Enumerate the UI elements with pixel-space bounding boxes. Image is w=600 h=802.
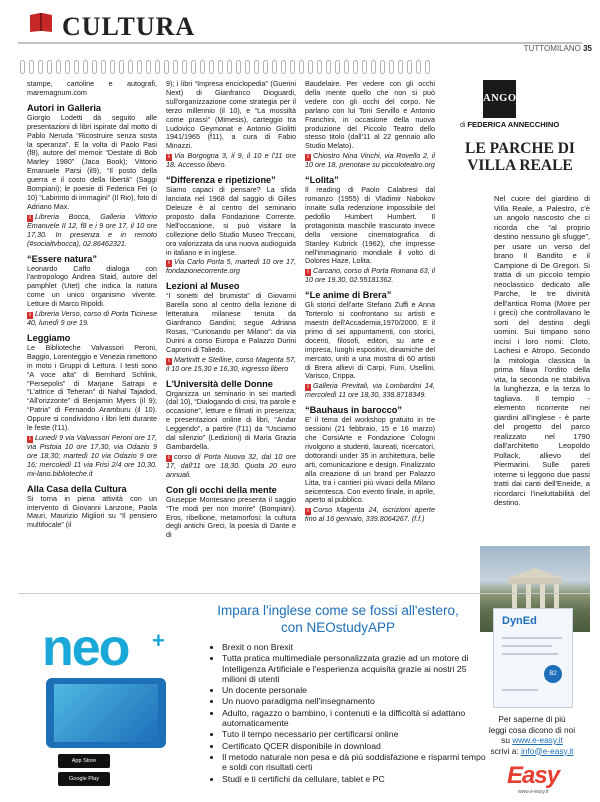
info-icon: i	[27, 436, 33, 443]
info-icon: i	[305, 269, 311, 276]
temple-roof	[508, 568, 562, 578]
col3-s2-title: “Bauhaus in barocco”	[305, 405, 402, 416]
notebook-ring	[137, 60, 142, 74]
notebook-ring	[110, 60, 115, 74]
more-info-prefix: su	[501, 735, 513, 745]
ad-bullet: • Tuto il tempo necessario per certificarsi online	[222, 729, 487, 739]
section-header	[18, 6, 582, 44]
col1-s3-title: Alla Casa della Cultura	[27, 483, 127, 494]
col3-s2-body: E' il tema del workshop gratuito in tre sessioni (21 febbraio, 15 e 16 marzo) che CorsiArte e Fondazione Cologni rivolgono a studenti, laureati, ricercatori, dottorandi under 35 in architettura, belle arti, comunicazione e design. Finalizzato alla creazione di un brand per Palazzo Litta, tra i cantieri più vivaci della Milano seicentesca. Con evento finale, in aprile, aperto al pubblico.	[305, 415, 435, 505]
notebook-ring	[155, 60, 160, 74]
col1-s2-body: Le Biblioteche Valvassori Peroni, Baggio, Lorenteggio e Venezia rimettono in moto i Gruppi di Lettura. I testi sono “A voce alta” di Bernhard Schlink, “Persepolis” di Marjane Satrapi e “L'attrice di Teheran” di Nahal Tajadod, “All'orizzonte” di Benjamin Myers (il 9); “Patria” di Fernando Aramburu (il 10). Oppure si condividono i libri letti durante le feste (l'11).	[27, 342, 157, 433]
neo-brand: neo	[42, 619, 129, 677]
notebook-ring	[344, 60, 349, 74]
notebook-ring	[182, 60, 187, 74]
publication-name: TUTTOMILANO	[523, 44, 584, 53]
col2-intro-info-line	[166, 152, 296, 170]
ad-bullet: • Un docente personale	[222, 685, 487, 695]
page-number: 35	[583, 44, 592, 53]
notebook-ring	[254, 60, 259, 74]
notebook-ring	[236, 60, 241, 74]
col1-s1-body: Leonardo Caffo dialoga con l'antropologo Andrea Staid, autore del pamphlet (Utet) che indica la natura come un unico organismo vivente. Letture di Marco Ripoldi.	[27, 263, 157, 309]
notebook-ring	[200, 60, 205, 74]
col1-s0-info: Libreria Bocca, Galleria Vittorio Emanuele II 12, f8 e i 9 ore 17, il 10 ore 17,30. In presenza e in remoto (#socialtvbocca), 02.86462321.	[27, 211, 157, 248]
notebook-ring	[74, 60, 79, 74]
col1-s0-info-line	[27, 213, 157, 249]
notebook-rings	[20, 60, 440, 74]
advertisement	[18, 593, 590, 798]
easy-url: www.e-easy.it	[518, 789, 549, 795]
phone-mockup	[46, 678, 166, 748]
col3-intro: Baudelaire. Per vedere con gli occhi della mente quello che non si può vedere con gli occhi del corpo. Ne parlano con lui Toni Servillo e Antonio Franchini, in occasione della nuova produzione del Piccolo Teatro dello stesso titolo (dall'11 al 22 gennaio allo Studio Melato).	[305, 79, 435, 151]
col2-s1-title: Lezioni al Museo	[166, 281, 240, 292]
col3-s2-info-line	[305, 506, 435, 524]
notebook-ring	[398, 60, 403, 74]
notebook-ring	[245, 60, 250, 74]
email-link[interactable]: info@e-easy.it	[520, 745, 574, 756]
ad-headline: Impara l'inglese come se fossi all'estero, con NEOstudyAPP	[217, 603, 459, 635]
col3-s1-info: Galleria Previtali, via Lombardini 14, mercoledì 11 ore 18,30, 338.8718349.	[305, 381, 435, 400]
ad-bullet: • Brexit o non Brexit	[222, 642, 487, 652]
ad-bullet: • Tutta pratica multimediale personalizzata grazie ad un motore di Intelligenza Artificiale e l'esperienza acquisita grazie ai nostri 25 milioni di utenti	[222, 653, 487, 684]
author-prefix: di	[460, 122, 466, 129]
notebook-ring	[218, 60, 223, 74]
more-info-line1: Per saperne di più	[498, 714, 566, 724]
notebook-ring	[65, 60, 70, 74]
col2-intro-info: Via Borgogna 3, il 9, il 10 e l'11 ore 18. Accesso libero.	[166, 151, 296, 170]
notebook-ring	[317, 60, 322, 74]
notebook-ring	[416, 60, 421, 74]
col2-s0-title: “Differenza e ripetizione”	[166, 175, 276, 186]
more-info-line2: leggi cosa dicono di noi	[488, 724, 576, 735]
notebook-ring	[20, 60, 25, 74]
notebook-ring	[380, 60, 385, 74]
info-icon: i	[305, 384, 311, 391]
col1-s1-info: Libreria Verso, corso di Porta Ticinese 40, lunedì 9 ore 19.	[27, 309, 157, 328]
col2-s1-info: Martinitt e Stelline, corso Magenta 57, il 10 ore 15,30 e 16,30, ingresso libero	[166, 354, 296, 373]
col3-s0-title: “Lolita”	[305, 175, 339, 186]
angoli-title: LE PARCHE DI VILLA REALE	[465, 140, 575, 174]
col2-s2-body: Organizza un seminario in sei martedì (dal 10), “Dialogando di crisi, tra parole e occasione”, letture e filmati in presenza; e presentazioni online di libri, “Andar Leggendo”, a partire (l'11) da “Usciamo dal silenzio” (Ledizioni) di Maria Grazia Gambardella.	[166, 388, 296, 451]
author-name: FEDERICA ANNECCHINO	[467, 120, 560, 129]
column-1	[27, 80, 157, 531]
info-icon: i	[27, 215, 33, 222]
ad-bullet: • Il metodo naturale non pesa e dà più soddisfazione e risparmi tempo e soldi con risultati certi	[222, 752, 487, 773]
cert-line	[502, 637, 562, 639]
col3-s0-info: Carcano, corso di Porta Romana 63, il 10 ore 19,30, 02.55181362.	[305, 266, 435, 285]
col3-intro-info: Chiostro Nina Vinchi, via Rovello 2, il 10 ore 18, prenotare su piccoloteatro.org	[305, 151, 435, 170]
page-label	[524, 44, 592, 53]
neo-logo	[28, 606, 178, 677]
ad-bullet: • Adulto, ragazzo o bambino, i contenuti e la difficoltà si adattano automaticamente	[222, 708, 487, 729]
more-info-line4	[476, 746, 588, 757]
col3-s1-info-line	[305, 382, 435, 400]
notebook-ring	[389, 60, 394, 74]
col3-s2-info: Corso Magenta 24, iscrizioni aperte fino al 16 gennaio, 339.8064267. (f.f.)	[305, 505, 435, 524]
col3-s0-info-line	[305, 267, 435, 285]
notebook-ring	[353, 60, 358, 74]
notebook-ring	[101, 60, 106, 74]
cert-line	[502, 653, 558, 655]
notebook-ring	[371, 60, 376, 74]
info-icon: i	[305, 154, 311, 161]
col3-s1-body: Gli storici dell'arte Stefano Zuffi e Anna Torterolo si confrontano su artisti e maestri dell'Accademia,1970/2000. E il primo di sei appuntamenti, con storici, docenti, filosofi, editori, su arte e impresa, luoghi espositivi, dinamiche del mercato, uniti a una mostra di 60 artisti di Brera allievi di Carpi, Funi, Usellini, Varisco, Crippa.	[305, 300, 435, 381]
notebook-ring	[173, 60, 178, 74]
col1-s1-title: “Essere natura”	[27, 253, 97, 264]
column-3	[305, 80, 435, 525]
col2-intro: 9); i libri “Impresa enciclopedia” (Guerini Next) di Gianfranco Dioguardi, sull'organizzazione come strategia per il terzo millennio (il 10), e “La mossiltà come prassi” (Mimesis), carteggio tra Ludovico Geymonat e Antonio Giolitti 1941/1965 (f11), a cura di Fabio Minazzi.	[166, 79, 296, 151]
book-icon	[28, 10, 54, 34]
notebook-ring	[308, 60, 313, 74]
col3-intro-info-line	[305, 152, 435, 170]
notebook-ring	[92, 60, 97, 74]
notebook-ring	[119, 60, 124, 74]
col2-s0-info-line	[166, 258, 296, 276]
notebook-ring	[227, 60, 232, 74]
notebook-ring	[263, 60, 268, 74]
col1-s0-body: Giorgio Lodetti dà seguito alle presentazioni di libri ispirate dal motto di Pablo Neruda “Ricostruire senza sosta la speranza”. E la volta di Paolo Pasi (f8), autore del memoir “Destate di Bob Marley 1980” (Jaca Book); Vittorio Emanuele Parsi (il9), “Il posto della guerra e il costo della libertà” (Saggi Bompiani); le poesie di Federica Fei (o 10) “Labirinto di immagini” (Il Rio), foto di Adriano Max.	[27, 112, 157, 211]
notebook-ring	[281, 60, 286, 74]
notebook-ring	[191, 60, 196, 74]
notebook-ring	[47, 60, 52, 74]
google-play-badge[interactable]: Google Play	[58, 772, 110, 786]
website-link[interactable]: www.e-easy.it	[512, 735, 563, 745]
col3-s0-body: Il reading di Paolo Calabresi dal romanzo (1955) di Vladimir Nabokov innaite sulla redenzione impossibile del pedofilo Humbert Humbert. Il protagonista maschile trascurato invece della versione cinematografica di Stanley Kubrick (1962), che impresse nell'immaginario mondiale il volto di Dolores Haze, Lolita.	[305, 185, 435, 266]
app-store-badge[interactable]: App Store	[58, 754, 110, 768]
angoli-body-text: Nel cuore del giardino di Villa Reale, a Palestro, c'è un angolo nascosto che ci ricorda che “al proprio destino nessuno gli sfugge”, per usare un verso del brano Il Bandito e il Campione di De Gregori. Si tratta di un piccolo tempio neoclassico dedicato alle Parche, le tre divinità dell'antica Roma (Moire per i greci) che controllavano le sorti del destino degli uomini. Sui timpano sono incisi i loro nomi: Cloto, Lachesi e Atropo. Secondo la mitologia classica la prima filava l'ordito della vita, la seconda ne stabiliva la lunghezza, e la terza lo tagliava. Il tempio - elemento ricorrente nei giardini all'inglese - è parte del progetto del parco realizzato nel 1790 dall'architetto Leopoldo Pollack, allievo del Piermarini. Sulle pareti interne si leggono due passi tratti dai canti dell'Eneide, a ricordarci l'ineluttabilità del destino.	[494, 194, 590, 507]
notebook-ring	[362, 60, 367, 74]
angoli-label: ANGOLI	[483, 80, 516, 118]
cert-brand: DynEd	[502, 615, 537, 627]
email-prefix: scrivi a:	[490, 745, 521, 756]
info-icon: i	[166, 154, 172, 161]
column-2	[166, 80, 296, 541]
notebook-ring	[425, 60, 430, 74]
notebook-ring	[29, 60, 34, 74]
col3-s1-title: “Le anime di Brera”	[305, 290, 392, 301]
col1-s2-info: Lunedì 9 via Valvassori Peroni ore 17, via Pistoia 10 ore 17,30, via Odazio 9 ore 18,30; martedì 10 via Odazio 9 ore 16; mercoledì 11 via Frisi 2/4 ore 10,30. mi-lano.biblioteche.it	[27, 433, 157, 478]
notebook-ring	[128, 60, 133, 74]
col1-s2-title: Leggiamo	[27, 332, 71, 343]
info-icon: i	[166, 455, 172, 462]
col2-s2-info-line	[166, 453, 296, 480]
ad-contact-text	[476, 714, 588, 756]
angoli-body	[494, 194, 590, 508]
ad-bullet: • Certificato QCER disponibile in download	[222, 741, 487, 751]
col2-s0-info: Via Carlo Porta 5, martedì 10 ore 17, fondazionecorrente.org	[166, 257, 296, 276]
info-icon: i	[305, 508, 311, 515]
neo-plus: +	[152, 628, 165, 653]
cert-line	[502, 689, 538, 691]
col1-intro: stampe, cartoline e autografi, maremagnum.com	[27, 79, 157, 97]
col1-s1-info-line	[27, 310, 157, 328]
cert-line	[502, 645, 552, 647]
notebook-ring	[38, 60, 43, 74]
notebook-ring	[299, 60, 304, 74]
notebook-ring	[335, 60, 340, 74]
col1-s2-info-line	[27, 434, 157, 479]
col2-s0-body: Siamo capaci di pensare? La sfida lanciata nel 1968 dal saggio di Gilles Deleuze è al centro del seminario proposto dalla Fondazione Corrente. Nell'occasione, si può visitare la collezione dello Studio Museo Treccani, ora valorizzata da una nuova audioguida in italiano e in inglese.	[166, 185, 296, 257]
col1-s0-title: Autori in Galleria	[27, 102, 102, 113]
info-icon: i	[166, 260, 172, 267]
angoli-author	[460, 121, 570, 130]
col2-s1-body: “I sonetti del brumista” di Giovanni Barella sono al centro della lezione di letteratura milanese tenuta da Gianfranco Gandini; segue Adriana Rosas, “Curiosando per Milano”: da via Durini a corso Europa e Palazzo Durini Caproni di Taliedo.	[166, 291, 296, 354]
notebook-ring	[146, 60, 151, 74]
col2-s2-info: corso di Porta Nuova 32, dal 10 ore 17, dall'11 ore 18,30. Quota 20 euro annuali.	[166, 451, 296, 479]
ad-bullet: • Un nuovo paradigma nell'insegnamento	[222, 696, 487, 706]
col1-s3-body: Si torna in piena attività con un intervento di Giovanni Lanzone, Paola Mauri, Maurizio Migliori su “Il pensiero multifocale” (il	[27, 493, 157, 530]
more-info-line3	[476, 735, 588, 746]
section-title: CULTURA	[62, 12, 196, 41]
notebook-ring	[164, 60, 169, 74]
notebook-ring	[83, 60, 88, 74]
ad-bullet: • Studi e ti certifichi da cellulare, tablet e PC	[222, 774, 487, 784]
col2-s1-info-line	[166, 356, 296, 374]
col2-s3-title: Con gli occhi della mente	[166, 484, 277, 495]
info-icon: i	[27, 312, 33, 319]
certificate-image	[493, 608, 573, 708]
cert-seal: B2	[544, 665, 562, 683]
notebook-ring	[407, 60, 412, 74]
notebook-ring	[56, 60, 61, 74]
col2-s2-title: L'Università delle Donne	[166, 378, 273, 389]
notebook-ring	[272, 60, 277, 74]
notebook-ring	[209, 60, 214, 74]
phone-screen	[54, 684, 158, 742]
info-icon: i	[166, 358, 172, 365]
easy-logo: Easy	[507, 762, 560, 789]
ad-bullet-list	[210, 642, 487, 785]
col2-s3-body: Giuseppe Montesano presenta il saggio “Tre modi per non morire” (Bompiani). Eros, ribellione, metamorfosi: la cultura degli antichi Greci, la poesia di Dante e di	[166, 494, 296, 540]
notebook-ring	[290, 60, 295, 74]
notebook-ring	[326, 60, 331, 74]
